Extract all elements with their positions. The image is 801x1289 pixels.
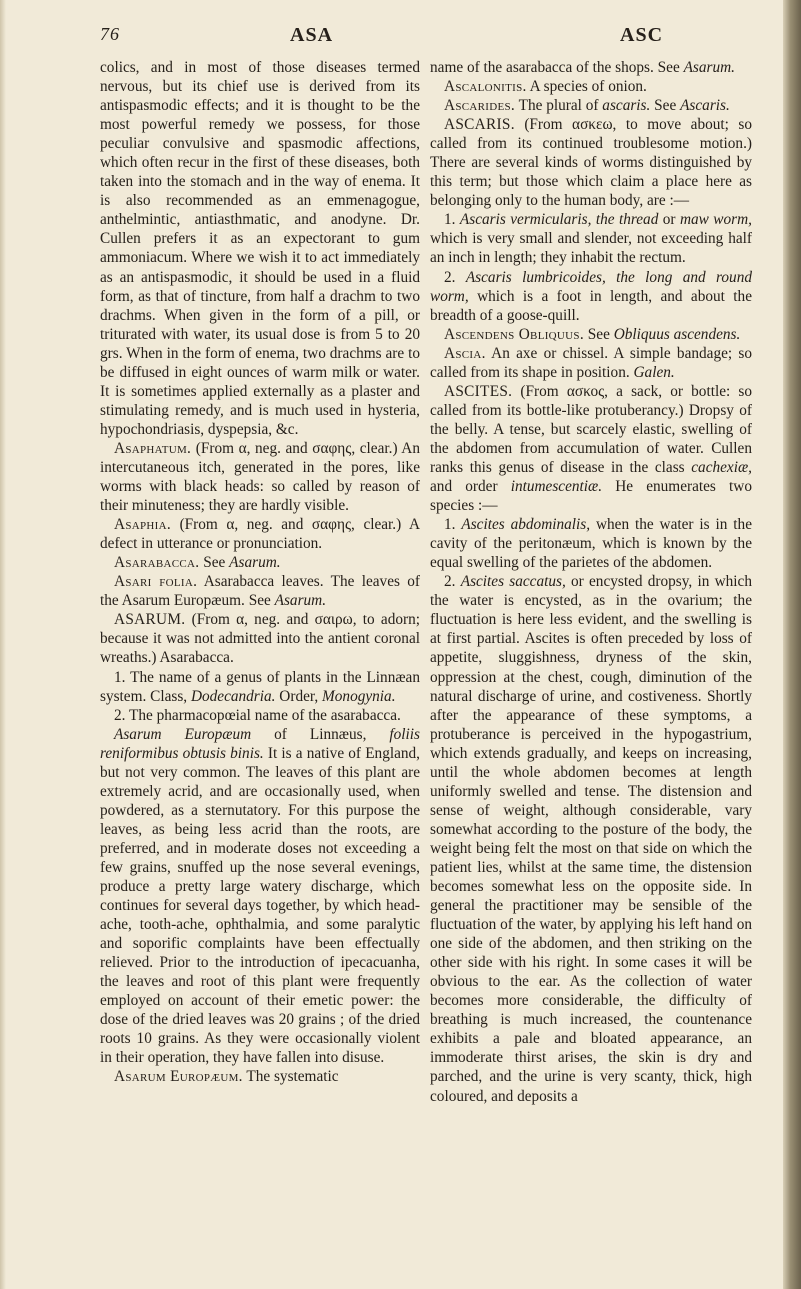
italic-text: Ascites abdominalis, xyxy=(461,516,591,534)
entry-headword: Ascalonitis. xyxy=(444,78,527,96)
dictionary-entry xyxy=(100,439,420,515)
italic-text: Asarum Europæum xyxy=(114,725,252,743)
dictionary-entry xyxy=(100,1067,420,1086)
entry-text: 1. The name of a genus of plants in the Linnæan system. Class, xyxy=(100,668,420,705)
entry-text: 2. xyxy=(444,573,461,591)
entry-text: He enumerates two species :— xyxy=(430,478,752,515)
entry-headword: Asaphia. xyxy=(114,516,172,534)
dictionary-entry xyxy=(430,268,752,325)
entry-text: 1. xyxy=(444,211,460,229)
entry-text: (From α, neg. and σαιρω, to adorn; because it was not admitted into the antient coronal wreaths.) Asarabacca. xyxy=(100,611,420,667)
entry-text: 2. The pharmacopœial name of the asarabacca. xyxy=(114,706,401,724)
italic-text: Obliquus ascendens. xyxy=(613,325,741,343)
entry-headword: ASARUM. xyxy=(114,611,186,629)
dictionary-entry xyxy=(100,725,420,1068)
italic-text: Ascaris vermicularis, the thread xyxy=(459,211,659,229)
italic-text: Monogynia. xyxy=(322,687,396,705)
entry-text: Order, xyxy=(275,687,323,705)
dictionary-entry xyxy=(430,58,752,77)
entry-text: of Linnæus, xyxy=(251,725,390,743)
dictionary-entry xyxy=(430,515,752,572)
italic-text: ascaris. xyxy=(602,97,651,115)
entry-text: See xyxy=(199,554,230,572)
entry-text: (From ασκεω, to move about; so called from its continued troublesome motion.) There are several kinds of worms distinguished by this term; but those which claim a place here as belonging only to the human body, are :— xyxy=(430,116,752,210)
left-text-column xyxy=(100,58,420,1087)
entry-text: 1. xyxy=(444,516,462,534)
right-text-column xyxy=(430,58,752,1106)
entry-text: (From α, neg. and σαφης, clear.) An intercutaneous itch, generated in the pores, like worms with black heads: so called by reason of their minuteness; they are hardly visible. xyxy=(100,439,420,515)
entry-headword: ASCITES. xyxy=(444,382,513,400)
entry-text: See xyxy=(650,97,681,115)
dictionary-entry xyxy=(430,96,752,115)
entry-text: which is a foot in length, and about the breadth of a goose-quill. xyxy=(430,287,752,324)
dictionary-entry xyxy=(430,382,752,515)
dictionary-entry xyxy=(100,553,420,572)
entry-headword: Asari folia. xyxy=(114,573,198,591)
entry-headword: ASCARIS. xyxy=(444,116,515,134)
dictionary-entry xyxy=(100,668,420,706)
entry-headword: Asarum Europæum. xyxy=(114,1068,243,1086)
dictionary-entry xyxy=(430,344,752,382)
entry-headword: Ascarides. xyxy=(444,97,516,115)
italic-text: foliis reniformibus obtusis binis. xyxy=(100,725,420,762)
entry-text: and order xyxy=(430,478,511,496)
italic-text: Ascaris lumbricoides, the long and round worm, xyxy=(430,268,752,305)
entry-text: or encysted dropsy, in which the water is encysted, as in the ovarium; the fluctuation is here less evident, and the swelling is at first partial. Ascites is often preceded by loss of appetite, sluggishness, dryness of the skin, oppression at the chest, cough, diminution of the natural discharge of urine, and costiveness. Shortly after the appearance of these symptoms, a protuberance is perceived in the hypogastrium, which extends gradually, and keeps on increasing, until the whole abdomen becomes at length uniformly swelled and tense. The distension and sense of weight, although considerable, vary somewhat according to the posture of the body, the weight being felt the most on that side on which the patient lies, whilst at the same time, the distension becomes somewhat less on the opposite side. In general the practitioner may be sensible of the fluctuation of the water, by applying his left hand on one side of the abdomen, and then striking on the other side with his right. In some cases it will be obvious to the ear. As the collection of water becomes more considerable, the difficulty of breathing is much increased, the countenance exhibits a pale and bloated appearance, an immoderate thirst arises, the skin is dry and parched, and the urine is very scanty, thick, high coloured, and deposits a xyxy=(430,573,752,1105)
italic-text: Galen. xyxy=(633,363,675,381)
left-running-head: ASA xyxy=(290,24,334,46)
italic-text: Asarum. xyxy=(683,59,735,76)
dictionary-entry xyxy=(100,610,420,667)
entry-headword: Ascia. xyxy=(444,344,486,362)
entry-text: (From ασκος, a sack, or bottle: so called from its bottle-like protuberancy.) Dropsy of the belly. A tense, but scarcely elastic, swelling of the abdomen from accumulation of water. Cullen ranks this genus of disease in the class xyxy=(430,382,752,476)
entry-text: The plural of xyxy=(515,97,603,115)
entry-text: See xyxy=(583,325,614,343)
italic-text: Asarum. xyxy=(229,554,281,572)
entry-headword: Asarabacca. xyxy=(114,554,200,572)
entry-text: which is very small and slender, not exceeding half an inch in length; they inhabit the rectum. xyxy=(430,230,752,267)
italic-text: Ascaris. xyxy=(680,97,730,115)
entry-text: An axe or chissel. A simple bandage; so called from its shape in position. xyxy=(430,344,752,381)
dictionary-entry xyxy=(100,58,420,439)
page-number: 76 xyxy=(100,24,120,44)
dictionary-entry xyxy=(430,572,752,1105)
entry-headword: Ascendens Obliquus. xyxy=(444,325,584,343)
right-running-head: ASC xyxy=(620,24,664,46)
entry-headword: Asaphatum. xyxy=(114,439,192,457)
entry-text: Asarabacca leaves. The leaves of the Asarum Europæum. See xyxy=(100,573,420,610)
italic-text: cachexiæ, xyxy=(691,458,752,476)
entry-text: The systematic xyxy=(242,1068,339,1086)
dictionary-entry xyxy=(100,572,420,610)
dictionary-entry xyxy=(100,515,420,553)
italic-text: maw worm, xyxy=(679,211,752,229)
page-left-margin xyxy=(0,0,6,1289)
running-header xyxy=(100,24,750,48)
entry-text: (From α, neg. and σαφης, clear.) A defect in utterance or pronunciation. xyxy=(100,516,420,553)
entry-text: colics, and in most of those diseases termed nervous, but its chief use is derived from its antispasmodic effects; and it is thought to be the most powerful remedy we possess, for those peculiar convulsive and spasmodic affections, which often recur in the first of these diseases, both taken into the stomach and in the way of enema. It is also recommended as an emmenagogue, anthelmintic, antiasthmatic, and anodyne. Dr. Cullen prefers it as an expectorant to gum ammoniacum. Where we wish it to act immediately as an antispasmodic, it should be used in a fluid form, as that of tincture, from half a drachm to two drachms. When given in the form of a pill, or triturated with water, its usual dose is from 5 to 20 grs. When in the form of enema, two drachms are to be diffused in eight ounces of warm milk or water. It is sometimes applied externally as a plaster and stimulating remedy, and is much used in hysteria, hypochondriasis, dyspepsia, &c. xyxy=(100,59,420,438)
entry-text: 2. xyxy=(444,268,466,286)
italic-text: Ascites saccatus, xyxy=(460,573,566,591)
entry-text: name of the asarabacca of the shops. See xyxy=(430,59,684,76)
dictionary-entry xyxy=(430,77,752,96)
dictionary-entry xyxy=(430,115,752,210)
book-spine-edge xyxy=(783,0,801,1289)
dictionary-entry xyxy=(430,325,752,344)
entry-text: A species of onion. xyxy=(526,78,647,96)
dictionary-entry xyxy=(100,706,420,725)
dictionary-entry xyxy=(430,210,752,267)
entry-text: when the water is in the cavity of the peritonæum, which is known by the equal swelling of the parietes of the abdomen. xyxy=(430,516,752,572)
italic-text: intumescentiæ. xyxy=(510,478,603,496)
entry-text: or xyxy=(658,211,680,229)
entry-text: It is a native of England, but not very common. The leaves of this plant are extremely acrid, and are occasionally used, when powdered, as a sternutatory. For this purpose the leaves, as being less acrid than the roots, are preferred, and in moderate doses not exceeding a few grains, snuffed up the nose several evenings, produce a pretty large watery discharge, which continues for several days together, by which head-ache, tooth-ache, ophthalmia, and some paralytic and soporific complaints have been effectually relieved. Prior to the introduction of ipecacuanha, the leaves and root of this plant were frequently employed on account of their emetic power: the dose of the dried leaves was 20 grains ; of the dried roots 10 grains. As they were occasionally violent in their operation, they have fallen into disuse. xyxy=(100,744,420,1067)
italic-text: Asarum. xyxy=(274,592,327,610)
italic-text: Dodecandria. xyxy=(190,687,276,705)
